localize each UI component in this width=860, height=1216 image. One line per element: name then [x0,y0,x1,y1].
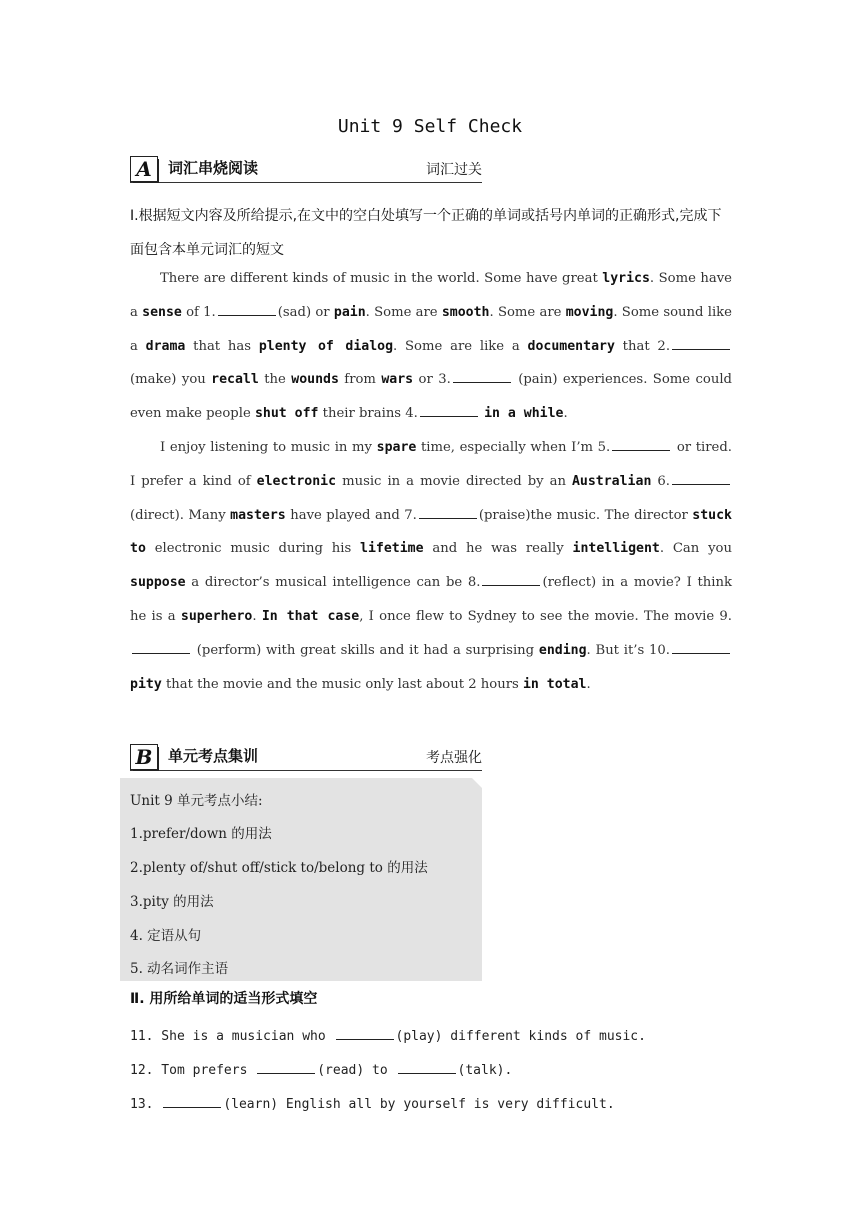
summary-item: 3.pity 的用法 [130,894,214,910]
blank-10[interactable] [672,640,730,654]
summary-item: 2.plenty of/shut off/stick to/belong to 的用法 [130,860,428,876]
corner-fold [472,778,482,788]
blank-2[interactable] [672,336,730,350]
instruction-text: Ⅰ.根据短文内容及所给提示,在文中的空白处填写一个正确的单词或括号内单词的正确形式,完成下面包含本单元词汇的短文 [130,208,722,258]
section-a-badge: A [130,156,158,182]
answer-blank[interactable] [163,1094,221,1108]
blank-9[interactable] [132,640,190,654]
question-12: 12. Tom prefers (read) to (talk). [130,1060,512,1078]
answer-blank[interactable] [257,1060,315,1074]
section-2-heading: Ⅱ. 用所给单词的适当形式填空 [130,991,318,1007]
blank-6[interactable] [672,471,730,485]
summary-item: 1.prefer/down 的用法 [130,826,272,842]
summary-heading: Unit 9 单元考点小结: [130,793,263,809]
blank-7[interactable] [419,505,477,519]
section-b-badge: B [130,744,158,770]
answer-blank[interactable] [398,1060,456,1074]
section-a-title: 词汇串烧阅读 [168,159,259,177]
summary-item: 4. 定语从句 [130,928,202,944]
question-11: 11. She is a musician who (play) different kinds of music. [130,1026,646,1044]
summary-item: 5. 动名词作主语 [130,961,229,977]
section-b-title: 单元考点集训 [168,747,259,765]
blank-4[interactable] [420,403,478,417]
reading-paragraph-1: There are different kinds of music in the world. Some have great lyrics. Some have a sense of 1. (sad) or pain. Some are smooth. Some are moving. Some sound like a drama that has plenty of dialog. Some are like a documentary that 2. (make) you recall the wounds from wars or 3. (pain) experiences. Some could even make people shut off their brains 4. in a while. [130,271,732,422]
unit-summary-box [120,778,482,981]
page-title: Unit 9 Self Check [337,116,523,137]
answer-blank[interactable] [336,1026,394,1040]
section-a-right-label: 词汇过关 [426,162,482,178]
section-b-right-label: 考点强化 [426,750,482,766]
blank-8[interactable] [482,572,540,586]
blank-3[interactable] [453,369,511,383]
reading-paragraph-2: I enjoy listening to music in my spare time, especially when I’m 5. or tired. I prefer a kind of electronic music in a movie directed by an Australian 6.(direct). Many masters have played and 7. (praise)the music. The director stuck to electronic music during his lifetime and he was really intelligent. Can you suppose a director’s musical intelligence can be 8. (reflect) in a movie? I think he is a superhero. In that case, I once flew to Sydney to see the movie. The movie 9. (perform) with great skills and it had a surprising ending. But it’s 10. pity that the movie and the music only last about 2 hours in total. [130,431,732,701]
blank-5[interactable] [612,437,670,451]
question-13: 13. (learn) English all by yourself is very difficult. [130,1094,615,1112]
section-b-banner [130,744,482,771]
blank-1[interactable] [218,302,276,316]
section-a-banner [130,156,482,183]
